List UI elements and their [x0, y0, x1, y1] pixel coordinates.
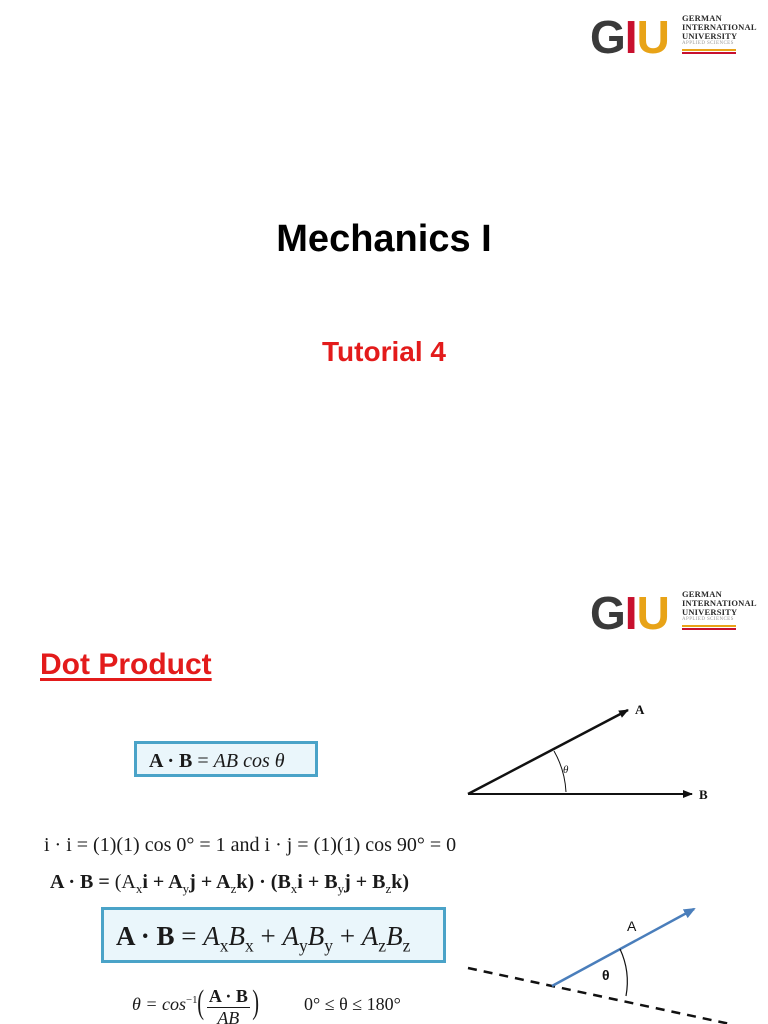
vector-a-arrow — [468, 710, 628, 794]
section-heading: Dot Product — [40, 648, 212, 681]
label-b: B — [699, 787, 708, 802]
definition-formula: A · B = AB cos θ — [149, 750, 285, 772]
logo-wordmark: GERMAN INTERNATIONAL UNIVERSITY APPLIED SCIENCES — [682, 13, 757, 46]
logo-bar-red — [682, 52, 736, 54]
logo-mark: GIU — [590, 587, 669, 639]
slide-subtitle: Tutorial 4 — [322, 336, 446, 367]
component-formula-box — [101, 907, 446, 963]
label-theta: θ — [563, 764, 569, 776]
angle-range: 0° ≤ θ ≤ 180° — [304, 994, 401, 1014]
dot-product-slide — [0, 576, 768, 1024]
slide-title: Mechanics I — [276, 218, 492, 260]
logo-bar-gold — [682, 49, 736, 51]
logo-mark: GIU — [590, 11, 669, 63]
label-a: A — [635, 702, 645, 717]
expansion-formula: $A \cdot B = (A_xi + A_yj + A_zk) \cdot (B_xi + B_yj + B_zk)$ — [50, 871, 410, 896]
label-theta-bottom: θ — [602, 967, 610, 983]
component-formula: $A \cdot B = A_xB_x + A_yB_y + A_zB_z$ — [116, 921, 411, 956]
logo-wordmark: GERMAN INTERNATIONAL UNIVERSITY APPLIED SCIENCES — [682, 589, 757, 622]
unit-vector-relations: i · i = (1)(1) cos 0° = 1 and i · j = (1)(1) cos 90° = 0 — [44, 834, 457, 856]
dashed-reference-line — [468, 968, 730, 1024]
giu-logo — [590, 11, 760, 63]
angle-formula: $\theta = \cos^{-1}$( $\frac{A \cdot B}{AB}$ ) — [132, 984, 259, 1024]
label-a-bottom: A — [627, 918, 637, 934]
angle-arc-bottom — [620, 949, 627, 996]
vector-a-blue-arrow — [552, 909, 694, 986]
